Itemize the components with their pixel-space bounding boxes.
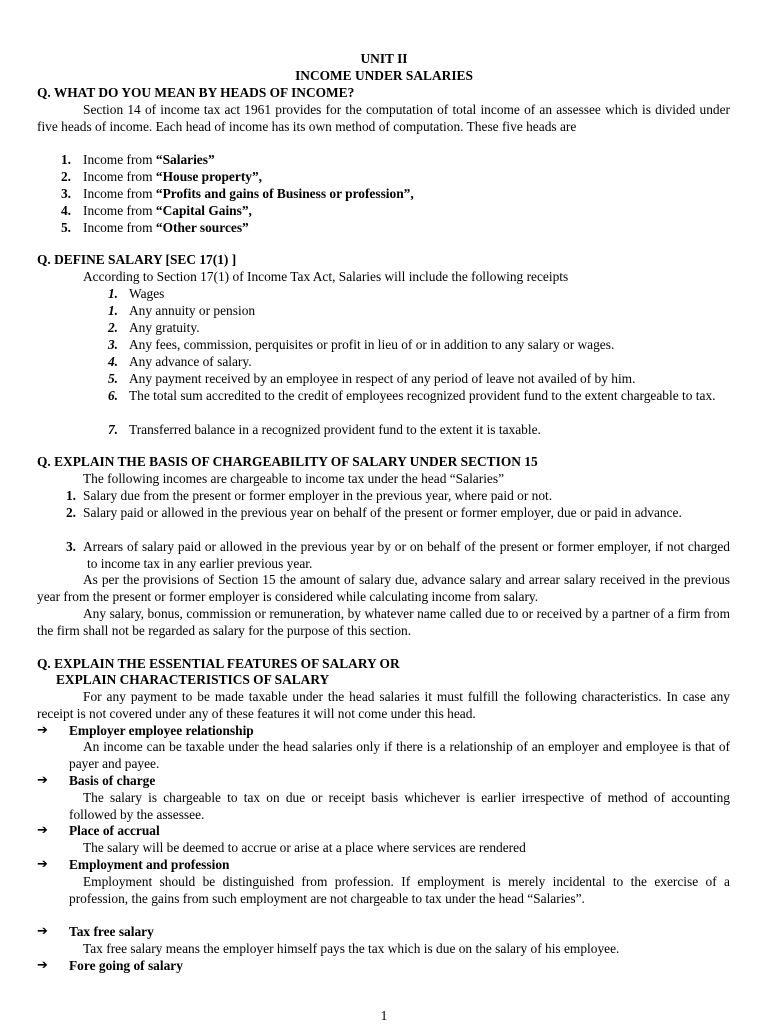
list-item: 5. Income from “Other sources”: [60, 220, 249, 235]
heads-intro: Section 14 of income tax act 1961 provides for the computation of total income of an assessee which is divided under five heads of income. Each head of income has its own method of computation. These five heads are: [37, 102, 730, 134]
head-name: “House property”,: [155, 169, 263, 184]
list-item: 3. Income from “Profits and gains of Business or profession”,: [60, 186, 414, 201]
arrow-right-icon: ➔: [37, 958, 48, 973]
chargeability-list: [0, 488, 768, 573]
features-intro: For any payment to be made taxable under the head salaries it must fulfill the following characteristics. In case any receipt is not covered under any of these features it will not come under this head.: [37, 689, 730, 721]
list-item: 7. Transferred balance in a recognized provident fund to the extent it is taxable.: [107, 422, 541, 437]
feature-title: Tax free salary: [69, 924, 154, 939]
head-name: “Salaries”: [155, 152, 215, 167]
chapter-title: INCOME UNDER SALARIES: [295, 68, 473, 83]
head-name: “Profits and gains of Business or profession”,: [155, 186, 414, 201]
heads-question: Q. WHAT DO YOU MEAN BY HEADS OF INCOME?: [37, 85, 355, 100]
page-number: 1: [380, 1008, 388, 1023]
list-item: 1. Income from “Salaries”: [60, 152, 215, 167]
list-item: 1. Any annuity or pension: [107, 303, 256, 318]
chargeability-para-1: As per the provisions of Section 15 the amount of salary due, advance salary and arrear salary received in the previous year from the present or former employer is considered while calculating income from salary.: [37, 572, 730, 604]
list-item: 4. Any advance of salary.: [107, 354, 252, 369]
head-name: “Other sources”: [155, 220, 249, 235]
list-item: 1. Wages: [107, 286, 165, 301]
feature-text: The salary is chargeable to tax on due or receipt basis whichever is earlier irrespective of method of accounting followed by the assessee.: [69, 790, 730, 822]
list-item: 4. Income from “Capital Gains”,: [60, 203, 252, 218]
feature-text: Employment should be distinguished from profession. If employment is merely incidental to the exercise of a profession, the gains from such employment are not chargeable to tax under the head “Salaries”.: [69, 874, 730, 906]
list-item: 3. Arrears of salary paid or allowed in the previous year by or on behalf of the present or former employer, if not charged to income tax in any earlier previous year.: [65, 539, 730, 571]
heads-list: [0, 152, 768, 237]
arrow-right-icon: ➔: [37, 924, 48, 939]
feature-title: Employer employee relationship: [69, 723, 254, 738]
salary-question: Q. DEFINE SALARY [SEC 17(1) ]: [37, 252, 237, 267]
chargeability-para-2: Any salary, bonus, commission or remuneration, by whatever name called due to or received by a partner of a firm from the firm shall not be regarded as salary for the purpose of this section.: [37, 606, 730, 638]
feature-text: The salary will be deemed to accrue or arise at a place where services are rendered: [83, 840, 526, 855]
list-item: 2. Income from “House property”,: [60, 169, 263, 184]
chargeability-intro: The following incomes are chargeable to income tax under the head “Salaries”: [83, 471, 505, 486]
chargeability-question: Q. EXPLAIN THE BASIS OF CHARGEABILITY OF SALARY UNDER SECTION 15: [37, 454, 538, 469]
features-question: Q. EXPLAIN THE ESSENTIAL FEATURES OF SALARY OR: [37, 656, 400, 671]
arrow-right-icon: ➔: [37, 857, 48, 872]
list-item: 3. Any fees, commission, perquisites or profit in lieu of or in addition to any salary or wages.: [107, 337, 615, 352]
feature-text: An income can be taxable under the head salaries only if there is a relationship of an employer and employee is that of payer and payee.: [69, 739, 730, 771]
features-question-alt: EXPLAIN CHARACTERISTICS OF SALARY: [56, 672, 330, 687]
feature-title: Basis of charge: [69, 773, 156, 788]
list-item: 5. Any payment received by an employee in respect of any period of leave not availed of by him.: [107, 371, 636, 386]
salary-list: [0, 286, 768, 439]
arrow-right-icon: ➔: [37, 723, 48, 738]
arrow-right-icon: ➔: [37, 823, 48, 838]
unit-label: UNIT II: [360, 51, 408, 66]
feature-title: Fore going of salary: [69, 958, 183, 973]
arrow-right-icon: ➔: [37, 773, 48, 788]
list-item: 6. The total sum accredited to the credit of employees recognized provident fund to the extent chargeable to tax.: [107, 388, 716, 403]
list-item: 2. Salary paid or allowed in the previous year on behalf of the present or former employer, due or paid in advance.: [65, 505, 682, 520]
feature-text: Tax free salary means the employer himself pays the tax which is due on the salary of his employee.: [83, 941, 620, 956]
features-list: [0, 723, 768, 983]
feature-title: Place of accrual: [69, 823, 160, 838]
list-item: 1. Salary due from the present or former employer in the previous year, where paid or not.: [65, 488, 553, 503]
list-item: 2. Any gratuity.: [107, 320, 200, 335]
salary-intro: According to Section 17(1) of Income Tax Act, Salaries will include the following receipts: [83, 269, 569, 284]
head-name: “Capital Gains”,: [155, 203, 252, 218]
feature-title: Employment and profession: [69, 857, 230, 872]
